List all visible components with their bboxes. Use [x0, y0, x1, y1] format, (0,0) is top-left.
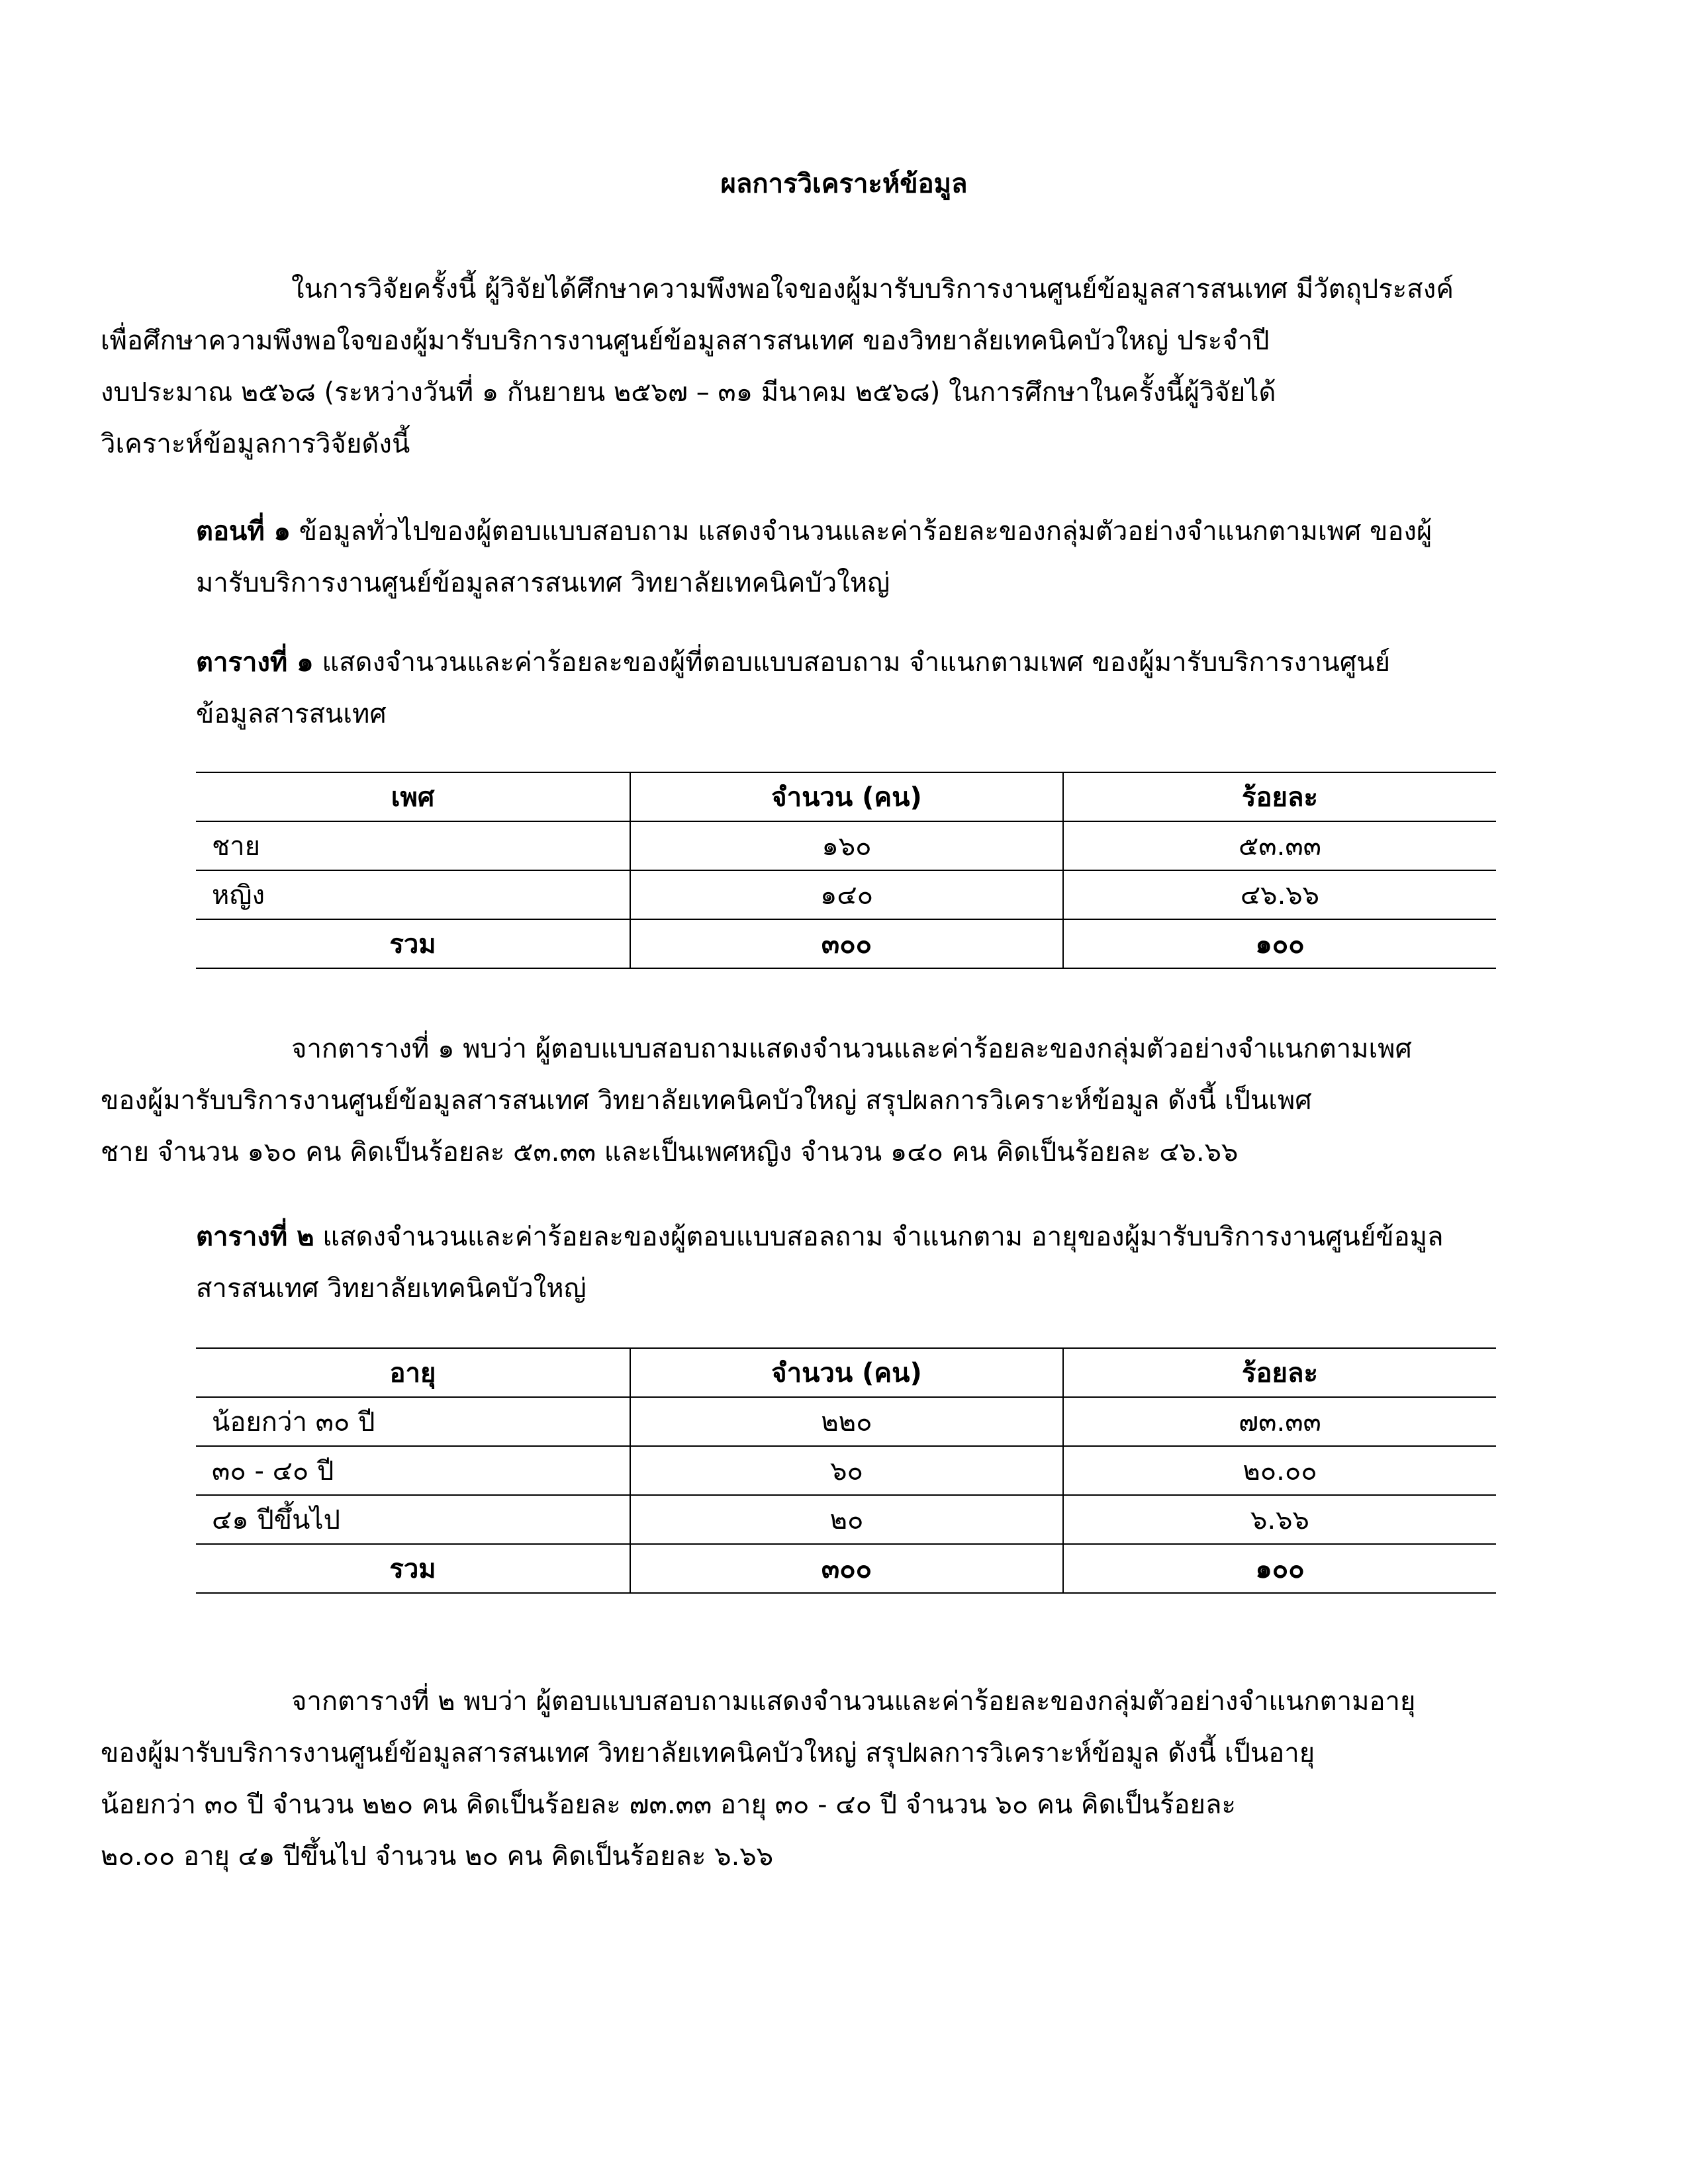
column-header: จำนวน (คน)	[630, 772, 1063, 821]
table-cell: ๒๒๐	[630, 1397, 1063, 1446]
summary2-paragraph	[101, 1676, 1493, 1882]
intro-line: เพื่อศึกษาความพึงพอใจของผู้มารับบริการงานศูนย์ข้อมูลสารสนเทศ ของวิทยาลัยเทคนิคบัวใหญ่ ประจำปี	[101, 326, 1270, 356]
table-cell: ๕๓.๓๓	[1063, 821, 1496, 870]
intro-line: ในการวิจัยครั้งนี้ ผู้วิจัยได้ศึกษาความพึงพอใจของผู้มารับบริการงานศูนย์ข้อมูลสารสนเทศ มีวัตถุประสงค์	[291, 274, 1454, 304]
total-count: ๓๐๐	[630, 919, 1063, 968]
table-row	[196, 1495, 1496, 1544]
total-percent: ๑๐๐	[1063, 1544, 1496, 1593]
column-header: อายุ	[196, 1348, 630, 1397]
table-cell: น้อยกว่า ๓๐ ปี	[196, 1397, 630, 1446]
table-cell: ชาย	[196, 821, 630, 870]
summary2-line: จากตารางที่ ๒ พบว่า ผู้ตอบแบบสอบถามแสดงจำนวนและค่าร้อยละของกลุ่มตัวอย่างจำแนกตามอายุ	[291, 1686, 1416, 1717]
total-label: รวม	[196, 919, 630, 968]
table-cell: ๗๓.๓๓	[1063, 1397, 1496, 1446]
table-cell: ๑๖๐	[630, 821, 1063, 870]
summary2-line: ๒๐.๐๐ อายุ ๔๑ ปีขึ้นไป จำนวน ๒๐ คน คิดเป็นร้อยละ ๖.๖๖	[101, 1841, 774, 1872]
column-header: เพศ	[196, 772, 630, 821]
part1-line	[196, 506, 1493, 557]
table-gender	[196, 772, 1496, 969]
part1-paragraph	[196, 506, 1493, 609]
table-total-row	[196, 919, 1496, 968]
intro-line: วิเคราะห์ข้อมูลการวิจัยดังนี้	[101, 429, 410, 459]
summary1-line: ของผู้มารับบริการงานศูนย์ข้อมูลสารสนเทศ วิทยาลัยเทคนิคบัวใหญ่ สรุปผลการวิเคราะห์ข้อมูล ดังนี้ เป็นเพศ	[101, 1085, 1312, 1116]
total-count: ๓๐๐	[630, 1544, 1063, 1593]
table2-caption	[196, 1211, 1493, 1314]
table2-label: ตารางที่ ๒	[196, 1222, 314, 1252]
table-age	[196, 1347, 1496, 1594]
table-cell: ๖๐	[630, 1446, 1063, 1495]
table1-caption	[196, 637, 1493, 740]
table1-caption-text: แสดงจำนวนและค่าร้อยละของผู้ที่ตอบแบบสอบถาม จำแนกตามเพศ ของผู้มารับบริการงานศูนย์	[313, 647, 1391, 678]
table2-caption-text: แสดงจำนวนและค่าร้อยละของผู้ตอบแบบสอลถาม จำแนกตาม อายุของผู้มารับบริการงานศูนย์ข้อมูล	[314, 1222, 1444, 1252]
table-cell: ๔๖.๖๖	[1063, 870, 1496, 919]
column-header: ร้อยละ	[1063, 1348, 1496, 1397]
table-row	[196, 1397, 1496, 1446]
summary2-line: ของผู้มารับบริการงานศูนย์ข้อมูลสารสนเทศ วิทยาลัยเทคนิคบัวใหญ่ สรุปผลการวิเคราะห์ข้อมูล ดังนี้ เป็นอายุ	[101, 1738, 1315, 1768]
table1-caption-line: ข้อมูลสารสนเทศ	[196, 699, 387, 729]
column-header: ร้อยละ	[1063, 772, 1496, 821]
part1-text: ข้อมูลทั่วไปของผู้ตอบแบบสอบถาม แสดงจำนวนและค่าร้อยละของกลุ่มตัวอย่างจำแนกตามเพศ ของผู้	[291, 516, 1432, 547]
intro-paragraph	[101, 263, 1493, 470]
summary1-line: ชาย จำนวน ๑๖๐ คน คิดเป็นร้อยละ ๕๓.๓๓ และเป็นเพศหญิง จำนวน ๑๔๐ คน คิดเป็นร้อยละ ๔๖.๖๖	[101, 1137, 1239, 1167]
summary2-line: น้อยกว่า ๓๐ ปี จำนวน ๒๒๐ คน คิดเป็นร้อยละ ๗๓.๓๓ อายุ ๓๐ - ๔๐ ปี จำนวน ๖๐ คน คิดเป็นร้อยละ	[101, 1790, 1236, 1820]
table-row	[196, 1446, 1496, 1495]
column-header: จำนวน (คน)	[630, 1348, 1063, 1397]
summary1-line: จากตารางที่ ๑ พบว่า ผู้ตอบแบบสอบถามแสดงจำนวนและค่าร้อยละของกลุ่มตัวอย่างจำแนกตามเพศ	[291, 1034, 1412, 1064]
table-cell: ๔๑ ปีขึ้นไป	[196, 1495, 630, 1544]
table2-caption-line: สารสนเทศ วิทยาลัยเทคนิคบัวใหญ่	[196, 1273, 586, 1304]
table-cell: ๒๐.๐๐	[1063, 1446, 1496, 1495]
table-row	[196, 821, 1496, 870]
total-percent: ๑๐๐	[1063, 919, 1496, 968]
table-cell: ๓๐ - ๔๐ ปี	[196, 1446, 630, 1495]
part1-label: ตอนที่ ๑	[196, 516, 291, 547]
table-cell: ๖.๖๖	[1063, 1495, 1496, 1544]
table-header-row	[196, 772, 1496, 821]
table-cell: หญิง	[196, 870, 630, 919]
page-title: ผลการวิเคราะห์ข้อมูล	[720, 169, 968, 199]
total-label: รวม	[196, 1544, 630, 1593]
table1-caption-line	[196, 637, 1493, 688]
table-cell: ๒๐	[630, 1495, 1063, 1544]
table-row	[196, 870, 1496, 919]
table-header-row	[196, 1348, 1496, 1397]
part1-line: มารับบริการงานศูนย์ข้อมูลสารสนเทศ วิทยาลัยเทคนิคบัวใหญ่	[196, 568, 890, 598]
table-cell: ๑๔๐	[630, 870, 1063, 919]
summary1-paragraph	[101, 1023, 1493, 1178]
table2-caption-line	[196, 1211, 1493, 1263]
table1-label: ตารางที่ ๑	[196, 647, 314, 678]
table-total-row	[196, 1544, 1496, 1593]
intro-line: งบประมาณ ๒๕๖๘ (ระหว่างวันที่ ๑ กันยายน ๒๕๖๗ – ๓๑ มีนาคม ๒๕๖๘) ในการศึกษาในครั้งนี้ผู้วิจัยได้	[101, 377, 1276, 408]
